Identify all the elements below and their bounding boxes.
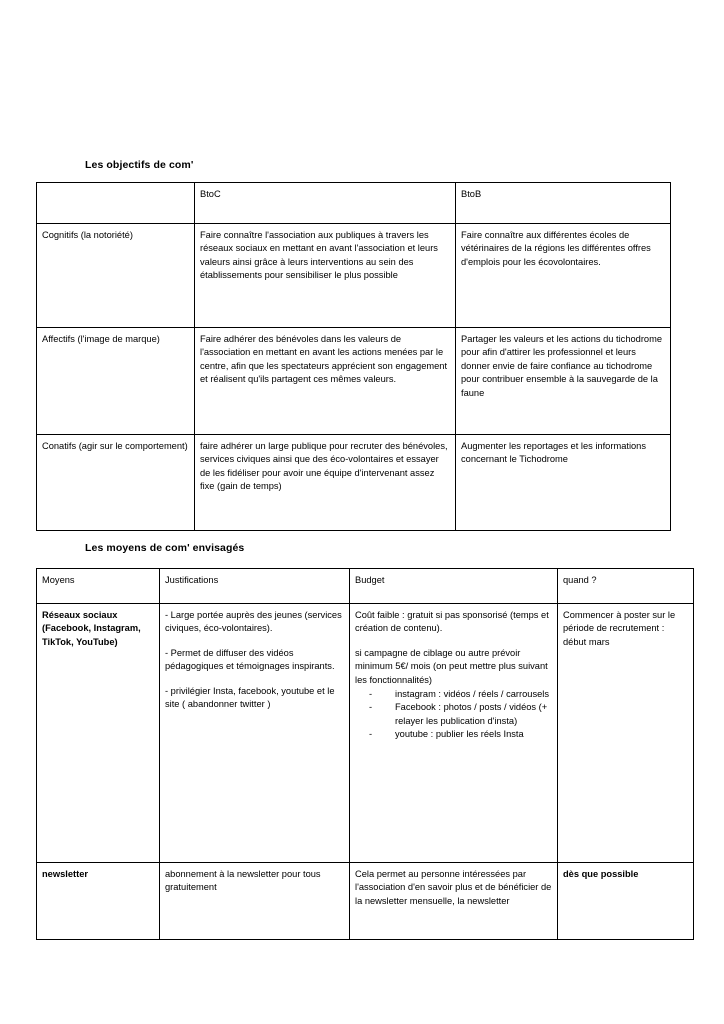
- row-label-cognitifs: Cognitifs (la notoriété): [37, 224, 195, 328]
- cell-budget-reseaux-sociaux: [350, 604, 558, 863]
- justification-item: - privilégier Insta, facebook, youtube et le site ( abandonner twitter ): [165, 685, 335, 710]
- header-cell-btob: BtoB: [456, 183, 671, 224]
- table-row: [37, 328, 671, 435]
- section-title-objectifs: Les objectifs de com': [85, 159, 194, 171]
- header-cell-budget: Budget: [350, 569, 558, 604]
- table-row: [37, 604, 694, 863]
- section-title-moyens: Les moyens de com' envisagés: [85, 542, 245, 554]
- header-cell-justifications: Justifications: [160, 569, 350, 604]
- cell-quand-reseaux-sociaux: Commencer à poster sur le période de recrutement : début mars: [558, 604, 694, 863]
- table-header-row: [37, 569, 694, 604]
- budget-paragraph: Coût faible : gratuit si pas sponsorisé (temps et création de contenu).: [355, 610, 549, 634]
- cell-moyens-reseaux-sociaux: Réseaux sociaux (Facebook, Instagram, TikTok, YouTube): [37, 604, 160, 863]
- header-cell-empty: [37, 183, 195, 224]
- justification-item: - Permet de diffuser des vidéos pédagogiques et témoignages inspirants.: [165, 647, 335, 672]
- cell-affectifs-btob: Partager les valeurs et les actions du tichodrome pour afin d'attirer les professionnel et leurs donner envie de faire confiance au tichodrome pour contribuer ensemble à la sauvegarde de la faune: [456, 328, 671, 435]
- list-item: - Facebook : photos / posts / vidéos (+ relayer les publication d'insta): [355, 701, 552, 728]
- objectifs-table: [36, 182, 671, 531]
- cell-justifications-newsletter: abonnement à la newsletter pour tous gratuitement: [160, 863, 350, 940]
- header-cell-moyens: Moyens: [37, 569, 160, 604]
- moyens-table: [36, 568, 694, 940]
- budget-paragraph: si campagne de ciblage ou autre prévoir minimum 5€/ mois (on peut mettre plus suivant les fonctionnalités): [355, 647, 548, 685]
- cell-budget-newsletter: Cela permet au personne intéressées par l'association d'en savoir plus et de bénéficier de la newsletter mensuelle, la newsletter: [350, 863, 558, 940]
- cell-conatifs-btoc: faire adhérer un large publique pour recruter des bénévoles, services civiques ainsi que des éco-volontaires et essayer de les fidéliser pour avoir une équipe d'intervenant assez fixe (gain de temps): [195, 435, 456, 531]
- table-row: [37, 224, 671, 328]
- row-label-affectifs: Affectifs (l'image de marque): [37, 328, 195, 435]
- cell-justifications-reseaux-sociaux: [160, 604, 350, 863]
- cell-affectifs-btoc: Faire adhérer des bénévoles dans les valeurs de l'association en mettant en avant les actions menées par le centre, afin que les spectateurs apprécient son engagement et réalisent qu'ils partagent ces mêmes valeurs.: [195, 328, 456, 435]
- row-label-conatifs: Conatifs (agir sur le comportement): [37, 435, 195, 531]
- cell-quand-newsletter: dès que possible: [558, 863, 694, 940]
- header-cell-btoc: BtoC: [195, 183, 456, 224]
- header-cell-quand: quand ?: [558, 569, 694, 604]
- justification-item: - Large portée auprès des jeunes (services civiques, éco-volontaires).: [165, 610, 342, 634]
- table-row: [37, 435, 671, 531]
- cell-moyens-newsletter: newsletter: [37, 863, 160, 940]
- table-row: [37, 863, 694, 940]
- cell-cognitifs-btob: Faire connaître aux différentes écoles de vétérinaires de la régions les différentes offres d'emplois pour les écovolontaires.: [456, 224, 671, 328]
- list-item: - instagram : vidéos / réels / carrousels: [355, 688, 552, 701]
- cell-conatifs-btob: Augmenter les reportages et les informations concernant le Tichodrome: [456, 435, 671, 531]
- table-header-row: [37, 183, 671, 224]
- cell-cognitifs-btoc: Faire connaître l'association aux publiques à travers les réseaux sociaux en mettant en avant l'association et leurs valeurs ainsi grâce à leurs interventions au sein des établissements pour sensibiliser le plus possible: [195, 224, 456, 328]
- list-item: - youtube : publier les réels Insta: [355, 728, 552, 741]
- budget-bullet-list: [355, 688, 552, 742]
